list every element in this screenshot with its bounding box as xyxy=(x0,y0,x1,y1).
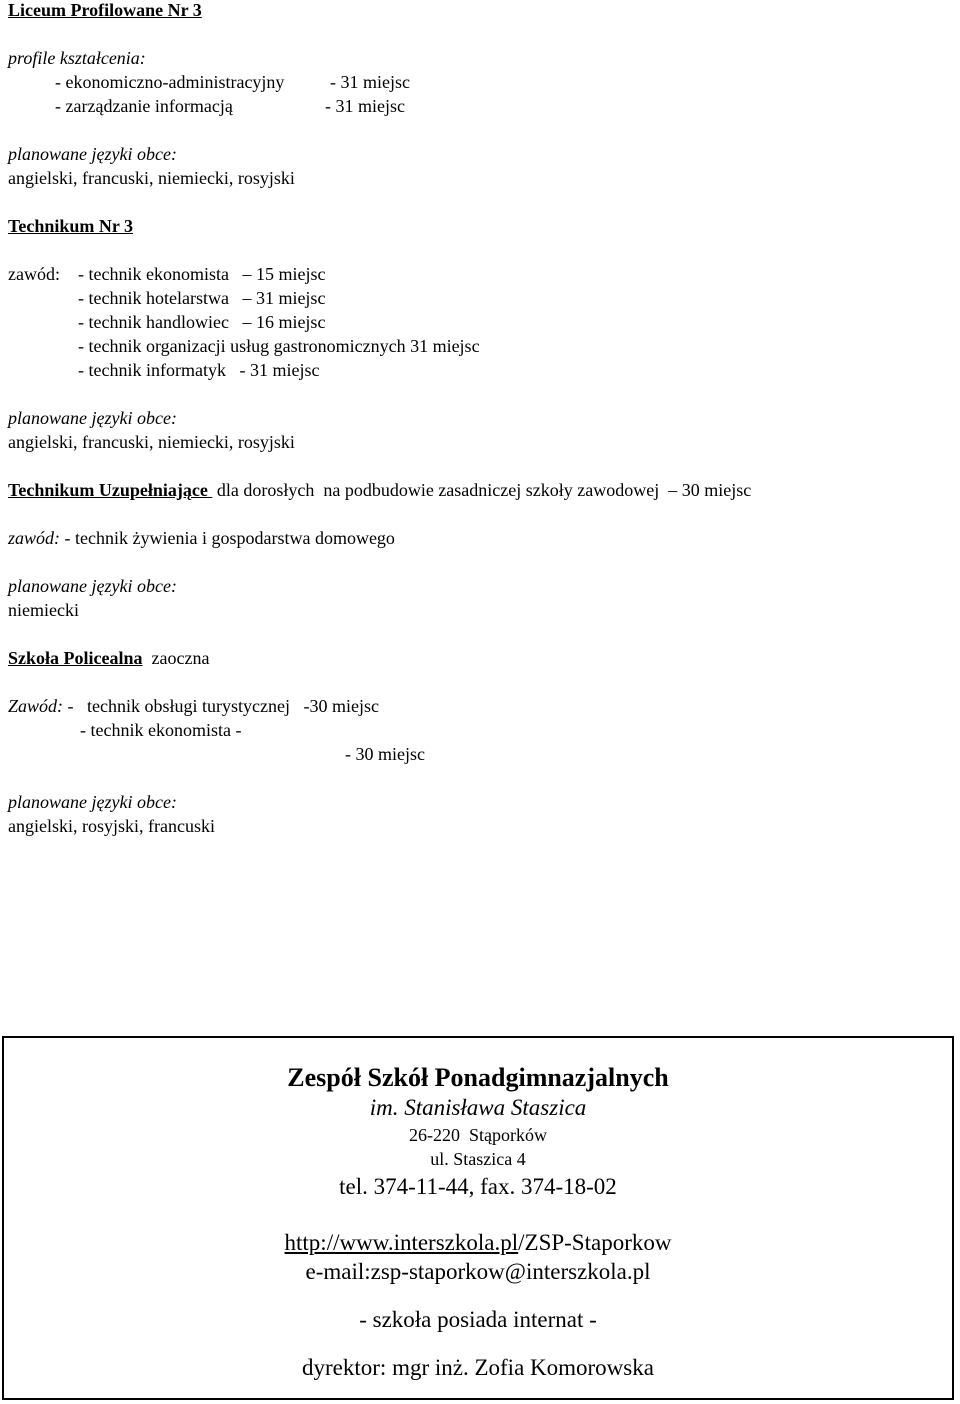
section-title-policealna xyxy=(8,646,209,670)
website-path: /ZSP-Staporkow xyxy=(518,1230,672,1255)
school-patron: im. Stanisława Staszica xyxy=(369,1095,587,1120)
email-address: e-mail:zsp-staporkow@interszkola.pl xyxy=(305,1259,651,1284)
school-name: Zespół Szkół Ponadgimnazjalnych xyxy=(287,1063,669,1092)
languages-list: angielski, francuski, niemiecki, rosyjski xyxy=(8,432,295,452)
section-title-technikum: Technikum Nr 3 xyxy=(8,216,134,236)
profile-name: - zarządzanie informacją xyxy=(55,96,233,116)
languages-label: planowane języki obce: xyxy=(8,792,177,812)
section-title-liceum: Liceum Profilowane Nr 3 xyxy=(8,0,202,20)
section-title-bold: Szkoła Policealna xyxy=(8,648,143,668)
street-address: ul. Staszica 4 xyxy=(430,1149,526,1169)
section-title-rest: dla dorosłych na podbudowie zasadniczej szkoły zawodowej – 30 miejsc xyxy=(212,480,752,500)
profile-seats: - 31 miejsc xyxy=(330,72,410,92)
profession-item: - technik organizacji usług gastronomicznych 31 miejsc xyxy=(78,336,480,356)
profession-item: - technik ekonomista - xyxy=(80,720,242,740)
phone-fax: tel. 374-11-44, fax. 374-18-02 xyxy=(339,1174,617,1199)
website-line xyxy=(4,1229,952,1257)
director-name: dyrektor: mgr inż. Zofia Komorowska xyxy=(302,1355,654,1380)
profession-line xyxy=(8,694,379,718)
section-title-uzupelniajace xyxy=(8,478,751,502)
languages-label: planowane języki obce: xyxy=(8,408,177,428)
profession-label: Zawód: xyxy=(8,696,64,716)
postal-address: 26-220 Stąporków xyxy=(409,1125,547,1145)
dormitory-note: - szkoła posiada internat - xyxy=(359,1307,597,1332)
website-link[interactable]: http://www.interszkola.pl xyxy=(284,1230,519,1255)
profile-seats: - 31 miejsc xyxy=(325,96,405,116)
profession-item: - technik obsługi turystycznej -30 miejsc xyxy=(63,696,379,716)
languages-list: angielski, rosyjski, francuski xyxy=(8,816,215,836)
languages-label: planowane języki obce: xyxy=(8,576,177,596)
section-title-bold: Technikum Uzupełniające xyxy=(8,480,208,500)
contact-box xyxy=(2,1036,954,1400)
profession-label: zawód: xyxy=(8,264,60,284)
profession-item: - technik informatyk - 31 miejsc xyxy=(78,360,320,380)
profession-item: - technik handlowiec – 16 miejsc xyxy=(78,312,326,332)
profession-item: - technik hotelarstwa – 31 miejsc xyxy=(78,288,326,308)
profession-item: - technik ekonomista – 15 miejsc xyxy=(78,264,326,284)
languages-label: planowane języki obce: xyxy=(8,144,177,164)
profession-line xyxy=(8,526,395,550)
profession-label: zawód: xyxy=(8,528,61,548)
languages-list: niemiecki xyxy=(8,600,79,620)
profiles-label: profile kształcenia: xyxy=(8,48,146,68)
profile-name: - ekonomiczno-administracyjny xyxy=(55,72,285,92)
profession-item: - technik żywienia i gospodarstwa domowego xyxy=(60,528,395,548)
profession-seats: - 30 miejsc xyxy=(345,744,425,764)
section-title-rest: zaoczna xyxy=(142,648,210,668)
languages-list: angielski, francuski, niemiecki, rosyjski xyxy=(8,168,295,188)
